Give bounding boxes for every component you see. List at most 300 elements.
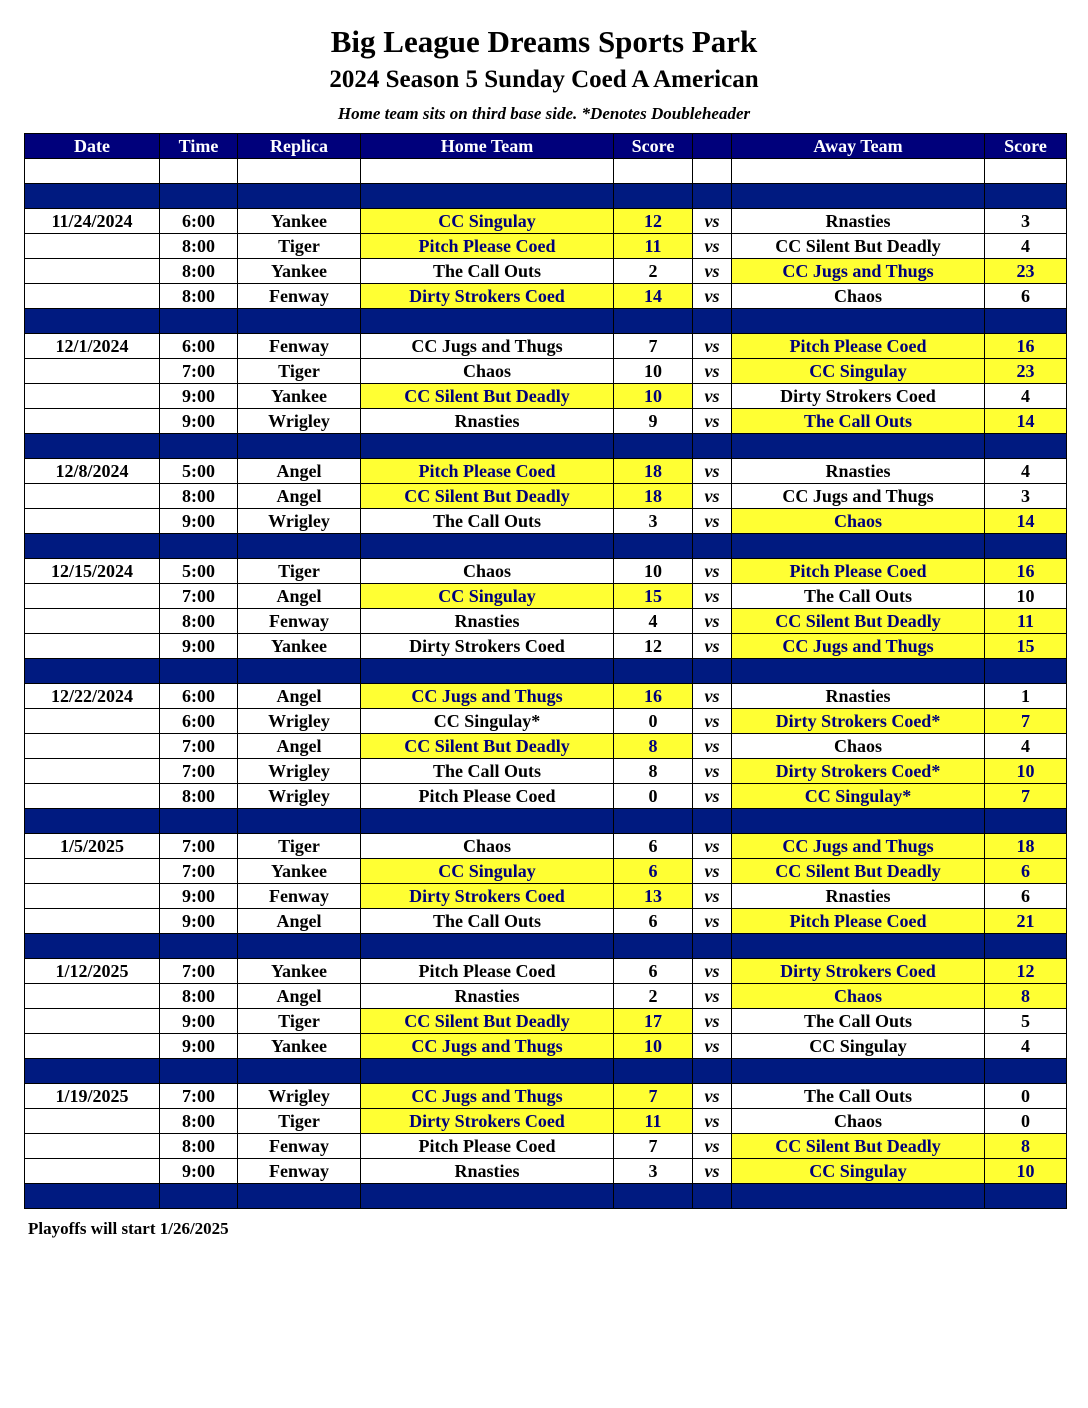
away-score: 11	[985, 609, 1067, 634]
empty-cell	[361, 184, 614, 209]
game-replica: Angel	[238, 684, 361, 709]
col-date: Date	[25, 134, 160, 159]
away-score: 3	[985, 209, 1067, 234]
game-row	[25, 509, 1067, 534]
game-row	[25, 859, 1067, 884]
empty-cell	[238, 934, 361, 959]
game-row	[25, 609, 1067, 634]
game-time: 8:00	[160, 284, 238, 309]
home-score: 10	[614, 359, 693, 384]
game-date: 1/5/2025	[25, 834, 160, 859]
game-replica: Tiger	[238, 359, 361, 384]
away-score: 3	[985, 484, 1067, 509]
game-time: 8:00	[160, 259, 238, 284]
empty-cell	[985, 159, 1067, 184]
away-team: Chaos	[732, 984, 985, 1009]
home-team: Rnasties	[361, 409, 614, 434]
empty-cell	[25, 534, 160, 559]
away-score: 14	[985, 509, 1067, 534]
away-score: 12	[985, 959, 1067, 984]
game-row	[25, 209, 1067, 234]
empty-cell	[361, 934, 614, 959]
game-row	[25, 834, 1067, 859]
empty-cell	[361, 809, 614, 834]
home-team: Pitch Please Coed	[361, 459, 614, 484]
game-replica: Tiger	[238, 1009, 361, 1034]
home-score: 9	[614, 409, 693, 434]
empty-cell	[732, 184, 985, 209]
game-date: 1/12/2025	[25, 959, 160, 984]
home-team: The Call Outs	[361, 759, 614, 784]
home-team: CC Silent But Deadly	[361, 1009, 614, 1034]
game-time: 5:00	[160, 459, 238, 484]
vs-label: vs	[693, 609, 732, 634]
empty-cell	[693, 434, 732, 459]
game-time: 9:00	[160, 634, 238, 659]
game-time: 9:00	[160, 409, 238, 434]
empty-cell	[985, 1059, 1067, 1084]
home-team: CC Jugs and Thugs	[361, 1084, 614, 1109]
home-team: Dirty Strokers Coed	[361, 884, 614, 909]
game-date	[25, 1109, 160, 1134]
game-row	[25, 884, 1067, 909]
home-score: 6	[614, 859, 693, 884]
home-team: CC Jugs and Thugs	[361, 1034, 614, 1059]
game-replica: Angel	[238, 909, 361, 934]
empty-cell	[732, 934, 985, 959]
empty-cell	[160, 1059, 238, 1084]
empty-cell	[361, 309, 614, 334]
away-score: 8	[985, 984, 1067, 1009]
game-replica: Yankee	[238, 259, 361, 284]
empty-cell	[238, 434, 361, 459]
home-team: CC Singulay	[361, 859, 614, 884]
vs-label: vs	[693, 1134, 732, 1159]
game-row	[25, 284, 1067, 309]
vs-label: vs	[693, 259, 732, 284]
empty-cell	[238, 309, 361, 334]
empty-cell	[985, 434, 1067, 459]
game-row	[25, 334, 1067, 359]
away-team: CC Silent But Deadly	[732, 234, 985, 259]
game-date	[25, 609, 160, 634]
empty-cell	[732, 1184, 985, 1209]
empty-cell	[985, 1184, 1067, 1209]
col-replica: Replica	[238, 134, 361, 159]
vs-label: vs	[693, 334, 732, 359]
home-score: 4	[614, 609, 693, 634]
home-score: 2	[614, 984, 693, 1009]
game-date	[25, 859, 160, 884]
away-team: CC Singulay	[732, 359, 985, 384]
home-team: Rnasties	[361, 984, 614, 1009]
game-row	[25, 709, 1067, 734]
game-date: 11/24/2024	[25, 209, 160, 234]
game-date: 12/8/2024	[25, 459, 160, 484]
home-team: CC Silent But Deadly	[361, 484, 614, 509]
empty-cell	[985, 659, 1067, 684]
away-team: CC Silent But Deadly	[732, 1134, 985, 1159]
empty-cell	[25, 659, 160, 684]
week-separator	[25, 809, 1067, 834]
away-team: Pitch Please Coed	[732, 559, 985, 584]
home-score: 12	[614, 209, 693, 234]
game-time: 7:00	[160, 759, 238, 784]
vs-label: vs	[693, 234, 732, 259]
game-replica: Fenway	[238, 1134, 361, 1159]
empty-cell	[693, 1059, 732, 1084]
home-score: 14	[614, 284, 693, 309]
week-separator	[25, 534, 1067, 559]
away-team: CC Singulay*	[732, 784, 985, 809]
game-row	[25, 959, 1067, 984]
game-date	[25, 484, 160, 509]
home-score: 0	[614, 784, 693, 809]
empty-cell	[732, 659, 985, 684]
away-team: Chaos	[732, 509, 985, 534]
away-team: Rnasties	[732, 459, 985, 484]
away-team: CC Jugs and Thugs	[732, 259, 985, 284]
game-time: 8:00	[160, 609, 238, 634]
away-team: CC Silent But Deadly	[732, 609, 985, 634]
away-score: 23	[985, 359, 1067, 384]
game-replica: Yankee	[238, 1034, 361, 1059]
game-row	[25, 1109, 1067, 1134]
empty-cell	[160, 809, 238, 834]
home-team: Rnasties	[361, 609, 614, 634]
week-separator	[25, 934, 1067, 959]
game-replica: Angel	[238, 984, 361, 1009]
empty-cell	[160, 159, 238, 184]
home-team: CC Silent But Deadly	[361, 734, 614, 759]
game-row	[25, 984, 1067, 1009]
empty-cell	[361, 1184, 614, 1209]
empty-cell	[614, 434, 693, 459]
game-row	[25, 259, 1067, 284]
away-score: 6	[985, 284, 1067, 309]
vs-label: vs	[693, 1159, 732, 1184]
game-date: 1/19/2025	[25, 1084, 160, 1109]
away-score: 4	[985, 1034, 1067, 1059]
home-team: Chaos	[361, 834, 614, 859]
vs-label: vs	[693, 209, 732, 234]
game-date	[25, 284, 160, 309]
vs-label: vs	[693, 384, 732, 409]
game-row	[25, 734, 1067, 759]
game-time: 9:00	[160, 509, 238, 534]
vs-label: vs	[693, 459, 732, 484]
game-date	[25, 784, 160, 809]
empty-cell	[732, 309, 985, 334]
game-row	[25, 1159, 1067, 1184]
empty-cell	[614, 184, 693, 209]
away-team: Chaos	[732, 284, 985, 309]
away-score: 14	[985, 409, 1067, 434]
game-replica: Yankee	[238, 384, 361, 409]
vs-label: vs	[693, 784, 732, 809]
schedule-body	[25, 159, 1067, 1209]
vs-label: vs	[693, 1009, 732, 1034]
away-team: The Call Outs	[732, 584, 985, 609]
vs-label: vs	[693, 559, 732, 584]
empty-cell	[693, 659, 732, 684]
game-row	[25, 359, 1067, 384]
away-score: 16	[985, 559, 1067, 584]
week-separator	[25, 1184, 1067, 1209]
vs-label: vs	[693, 859, 732, 884]
empty-cell	[985, 534, 1067, 559]
game-replica: Wrigley	[238, 509, 361, 534]
empty-cell	[238, 159, 361, 184]
game-time: 8:00	[160, 1109, 238, 1134]
game-replica: Tiger	[238, 559, 361, 584]
game-date	[25, 984, 160, 1009]
game-date	[25, 584, 160, 609]
empty-cell	[361, 434, 614, 459]
away-score: 10	[985, 584, 1067, 609]
empty-cell	[160, 659, 238, 684]
away-score: 16	[985, 334, 1067, 359]
vs-label: vs	[693, 509, 732, 534]
game-time: 7:00	[160, 1084, 238, 1109]
away-score: 5	[985, 1009, 1067, 1034]
game-row	[25, 909, 1067, 934]
away-team: Pitch Please Coed	[732, 909, 985, 934]
vs-label: vs	[693, 684, 732, 709]
empty-cell	[160, 1184, 238, 1209]
away-score: 0	[985, 1109, 1067, 1134]
game-date	[25, 634, 160, 659]
home-score: 12	[614, 634, 693, 659]
empty-cell	[732, 434, 985, 459]
empty-cell	[693, 159, 732, 184]
home-score: 11	[614, 1109, 693, 1134]
game-replica: Wrigley	[238, 759, 361, 784]
game-time: 7:00	[160, 359, 238, 384]
home-team: The Call Outs	[361, 509, 614, 534]
vs-label: vs	[693, 584, 732, 609]
game-replica: Fenway	[238, 284, 361, 309]
game-date	[25, 884, 160, 909]
home-score: 2	[614, 259, 693, 284]
game-time: 7:00	[160, 834, 238, 859]
game-replica: Yankee	[238, 209, 361, 234]
home-team: Pitch Please Coed	[361, 784, 614, 809]
game-time: 9:00	[160, 1034, 238, 1059]
game-date	[25, 509, 160, 534]
home-score: 7	[614, 1084, 693, 1109]
home-team: Pitch Please Coed	[361, 959, 614, 984]
game-time: 6:00	[160, 684, 238, 709]
game-date	[25, 409, 160, 434]
empty-cell	[238, 809, 361, 834]
game-time: 7:00	[160, 584, 238, 609]
home-team: Chaos	[361, 559, 614, 584]
away-team: Pitch Please Coed	[732, 334, 985, 359]
home-score: 8	[614, 734, 693, 759]
home-team: Dirty Strokers Coed	[361, 634, 614, 659]
vs-label: vs	[693, 284, 732, 309]
empty-cell	[238, 659, 361, 684]
away-team: Chaos	[732, 1109, 985, 1134]
away-score: 6	[985, 884, 1067, 909]
game-time: 6:00	[160, 209, 238, 234]
game-replica: Wrigley	[238, 409, 361, 434]
away-score: 21	[985, 909, 1067, 934]
home-team: The Call Outs	[361, 259, 614, 284]
away-team: CC Singulay	[732, 1159, 985, 1184]
week-separator	[25, 184, 1067, 209]
game-row	[25, 1034, 1067, 1059]
empty-cell	[693, 184, 732, 209]
game-replica: Fenway	[238, 609, 361, 634]
col-vs	[693, 134, 732, 159]
game-time: 9:00	[160, 384, 238, 409]
vs-label: vs	[693, 884, 732, 909]
game-row	[25, 1134, 1067, 1159]
game-replica: Yankee	[238, 859, 361, 884]
game-replica: Tiger	[238, 834, 361, 859]
away-team: Dirty Strokers Coed	[732, 384, 985, 409]
game-time: 8:00	[160, 784, 238, 809]
empty-cell	[25, 434, 160, 459]
away-team: CC Jugs and Thugs	[732, 634, 985, 659]
game-row	[25, 484, 1067, 509]
home-score: 18	[614, 484, 693, 509]
empty-cell	[25, 934, 160, 959]
game-date	[25, 909, 160, 934]
game-time: 7:00	[160, 959, 238, 984]
away-team: CC Silent But Deadly	[732, 859, 985, 884]
away-score: 10	[985, 759, 1067, 784]
vs-label: vs	[693, 959, 732, 984]
home-score: 0	[614, 709, 693, 734]
game-date	[25, 759, 160, 784]
empty-cell	[614, 809, 693, 834]
game-replica: Tiger	[238, 1109, 361, 1134]
game-replica: Fenway	[238, 334, 361, 359]
game-date	[25, 1009, 160, 1034]
empty-cell	[985, 809, 1067, 834]
home-score: 7	[614, 334, 693, 359]
game-time: 9:00	[160, 1009, 238, 1034]
empty-cell	[25, 309, 160, 334]
home-score: 13	[614, 884, 693, 909]
home-score: 3	[614, 1159, 693, 1184]
empty-cell	[25, 1059, 160, 1084]
game-replica: Wrigley	[238, 709, 361, 734]
game-time: 8:00	[160, 484, 238, 509]
game-row	[25, 584, 1067, 609]
vs-label: vs	[693, 984, 732, 1009]
game-row	[25, 384, 1067, 409]
page-subtitle: 2024 Season 5 Sunday Coed A American	[329, 66, 759, 93]
away-team: Dirty Strokers Coed*	[732, 709, 985, 734]
col-away-team: Away Team	[732, 134, 985, 159]
game-time: 8:00	[160, 984, 238, 1009]
empty-cell	[238, 1184, 361, 1209]
away-team: CC Singulay	[732, 1034, 985, 1059]
away-score: 0	[985, 1084, 1067, 1109]
game-time: 9:00	[160, 1159, 238, 1184]
home-score: 17	[614, 1009, 693, 1034]
away-score: 4	[985, 734, 1067, 759]
game-date: 12/1/2024	[25, 334, 160, 359]
game-row	[25, 559, 1067, 584]
away-team: Rnasties	[732, 884, 985, 909]
home-score: 18	[614, 459, 693, 484]
home-team: CC Silent But Deadly	[361, 384, 614, 409]
empty-cell	[25, 809, 160, 834]
game-replica: Wrigley	[238, 1084, 361, 1109]
home-score: 3	[614, 509, 693, 534]
playoffs-note: Playoffs will start 1/26/2025	[28, 1219, 229, 1238]
away-team: The Call Outs	[732, 1084, 985, 1109]
empty-cell	[160, 534, 238, 559]
game-replica: Angel	[238, 734, 361, 759]
game-date	[25, 1034, 160, 1059]
game-row	[25, 784, 1067, 809]
game-date	[25, 1159, 160, 1184]
away-score: 4	[985, 459, 1067, 484]
game-row	[25, 409, 1067, 434]
away-score: 23	[985, 259, 1067, 284]
home-score: 10	[614, 559, 693, 584]
empty-cell	[693, 534, 732, 559]
home-team: Pitch Please Coed	[361, 1134, 614, 1159]
game-time: 8:00	[160, 1134, 238, 1159]
home-team: CC Singulay	[361, 209, 614, 234]
empty-cell	[25, 159, 160, 184]
home-team: The Call Outs	[361, 909, 614, 934]
col-home-score: Score	[614, 134, 693, 159]
game-time: 5:00	[160, 559, 238, 584]
col-time: Time	[160, 134, 238, 159]
away-team: The Call Outs	[732, 409, 985, 434]
away-score: 10	[985, 1159, 1067, 1184]
empty-cell	[25, 1184, 160, 1209]
game-time: 7:00	[160, 734, 238, 759]
game-time: 7:00	[160, 859, 238, 884]
empty-cell	[614, 159, 693, 184]
away-score: 1	[985, 684, 1067, 709]
game-time: 9:00	[160, 884, 238, 909]
empty-cell	[25, 184, 160, 209]
empty-cell	[361, 659, 614, 684]
home-score: 11	[614, 234, 693, 259]
home-team: CC Singulay*	[361, 709, 614, 734]
game-row	[25, 684, 1067, 709]
empty-cell	[985, 309, 1067, 334]
game-replica: Angel	[238, 584, 361, 609]
game-replica: Yankee	[238, 634, 361, 659]
week-separator	[25, 309, 1067, 334]
empty-cell	[693, 309, 732, 334]
empty-cell	[160, 434, 238, 459]
page-note: Home team sits on third base side. *Denotes Doubleheader	[337, 104, 751, 123]
game-row	[25, 459, 1067, 484]
away-score: 7	[985, 709, 1067, 734]
home-score: 10	[614, 384, 693, 409]
away-score: 15	[985, 634, 1067, 659]
game-replica: Fenway	[238, 1159, 361, 1184]
empty-cell	[160, 309, 238, 334]
home-score: 6	[614, 909, 693, 934]
game-row	[25, 1084, 1067, 1109]
home-score: 15	[614, 584, 693, 609]
empty-cell	[160, 184, 238, 209]
game-date	[25, 384, 160, 409]
